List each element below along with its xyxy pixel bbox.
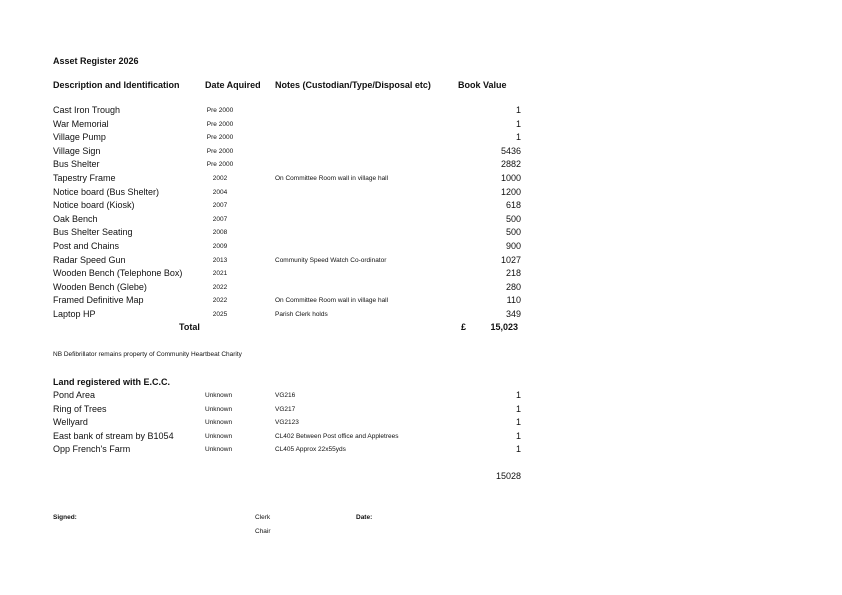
row-value: 1 <box>515 403 521 414</box>
row-description: Notice board (Bus Shelter) <box>53 186 160 197</box>
header-description: Description and Identification <box>53 80 180 90</box>
total-label: Total <box>179 322 200 332</box>
row-notes: VG217 <box>275 405 296 413</box>
row-date: Pre 2000 <box>206 161 234 169</box>
row-date: Pre 2000 <box>206 107 234 114</box>
row-date: Unknown <box>205 432 233 440</box>
total-currency: £ <box>461 322 467 332</box>
header-notes: Notes (Custodian/Type/Disposal etc) <box>275 80 431 90</box>
row-date: 2022 <box>212 283 228 291</box>
row-value: 110 <box>506 295 521 306</box>
row-notes: Community Speed Watch Co-ordinator <box>275 256 387 264</box>
date-label: Date: <box>356 514 373 521</box>
row-date: 2007 <box>212 215 228 223</box>
row-date: Pre 2000 <box>206 120 234 128</box>
row-date: 2022 <box>212 297 228 305</box>
row-value: 618 <box>505 200 521 211</box>
row-description: Radar Speed Gun <box>53 254 126 265</box>
header-value: Book Value <box>458 80 507 90</box>
row-notes: VG216 <box>275 392 296 399</box>
row-description: Tapestry Frame <box>53 173 116 183</box>
row-description: Bus Shelter Seating <box>53 227 133 238</box>
land-heading: Land registered with E.C.C. <box>53 377 171 387</box>
row-notes: Parish Clerk holds <box>275 311 328 318</box>
row-notes: CL402 Between Post office and Appletrees <box>275 432 399 440</box>
row-notes: CL405 Approx 22x55yds <box>275 446 346 454</box>
row-value: 1 <box>515 118 521 129</box>
row-value: 1027 <box>500 254 521 265</box>
row-value: 1 <box>515 444 521 455</box>
row-description: Opp French's Farm <box>53 444 131 455</box>
row-value: 500 <box>505 213 521 224</box>
row-date: Unknown <box>205 392 233 399</box>
row-value: 218 <box>505 268 521 279</box>
row-description: Bus Shelter <box>53 159 100 170</box>
row-value: 1 <box>515 390 521 400</box>
row-value: 1 <box>515 132 521 143</box>
row-description: East bank of stream by B1054 <box>53 430 174 441</box>
row-date: Pre 2000 <box>206 134 234 142</box>
row-date: 2004 <box>212 188 228 196</box>
row-date: Unknown <box>205 419 233 427</box>
row-date: 2009 <box>212 243 228 250</box>
row-date: 2008 <box>212 229 228 237</box>
row-description: Laptop HP <box>53 309 96 319</box>
row-date: Pre 2000 <box>206 147 234 155</box>
header-date: Date Aquired <box>205 80 261 90</box>
row-description: Cast Iron Trough <box>53 105 121 115</box>
row-description: War Memorial <box>53 118 109 129</box>
row-description: Village Pump <box>53 132 106 143</box>
row-value: 1000 <box>500 173 521 183</box>
row-description: Ring of Trees <box>53 403 107 414</box>
row-notes: On Committee Room wall in village hall <box>275 297 389 305</box>
row-date: 2025 <box>212 311 228 318</box>
row-description: Oak Bench <box>53 213 98 224</box>
row-description: Notice board (Kiosk) <box>53 200 135 211</box>
signed-label: Signed: <box>53 514 77 521</box>
row-date: 2007 <box>212 202 228 210</box>
row-date: Unknown <box>205 405 233 413</box>
row-notes: On Committee Room wall in village hall <box>275 175 389 182</box>
total-value: 15,023 <box>490 322 518 332</box>
row-date: 2013 <box>212 256 228 264</box>
row-value: 280 <box>505 281 521 292</box>
row-notes: VG2123 <box>275 419 299 427</box>
row-value: 2882 <box>500 159 521 170</box>
row-value: 1 <box>515 417 521 428</box>
defibrillator-note: NB Defibrillator remains property of Community Heartbeat Charity <box>53 351 242 358</box>
page-title: Asset Register 2026 <box>53 56 139 66</box>
row-date: 2021 <box>212 270 228 278</box>
row-date: 2002 <box>212 175 228 182</box>
row-value: 500 <box>505 227 521 238</box>
row-description: Wooden Bench (Glebe) <box>53 281 147 292</box>
row-value: 1 <box>515 430 521 441</box>
row-description: Post and Chains <box>53 241 120 251</box>
row-value: 349 <box>505 309 521 319</box>
row-description: Wellyard <box>53 417 88 428</box>
row-value: 5436 <box>500 145 521 156</box>
row-description: Village Sign <box>53 145 101 156</box>
row-value: 900 <box>505 241 521 251</box>
chair-label: Chair <box>255 528 271 535</box>
row-date: Unknown <box>205 446 233 454</box>
row-description: Pond Area <box>53 390 96 400</box>
row-value: 1200 <box>500 186 521 197</box>
clerk-label: Clerk <box>255 514 271 521</box>
row-description: Framed Definitive Map <box>53 295 144 306</box>
grand-total: 15028 <box>495 471 521 481</box>
row-description: Wooden Bench (Telephone Box) <box>53 268 183 279</box>
row-value: 1 <box>515 105 521 115</box>
